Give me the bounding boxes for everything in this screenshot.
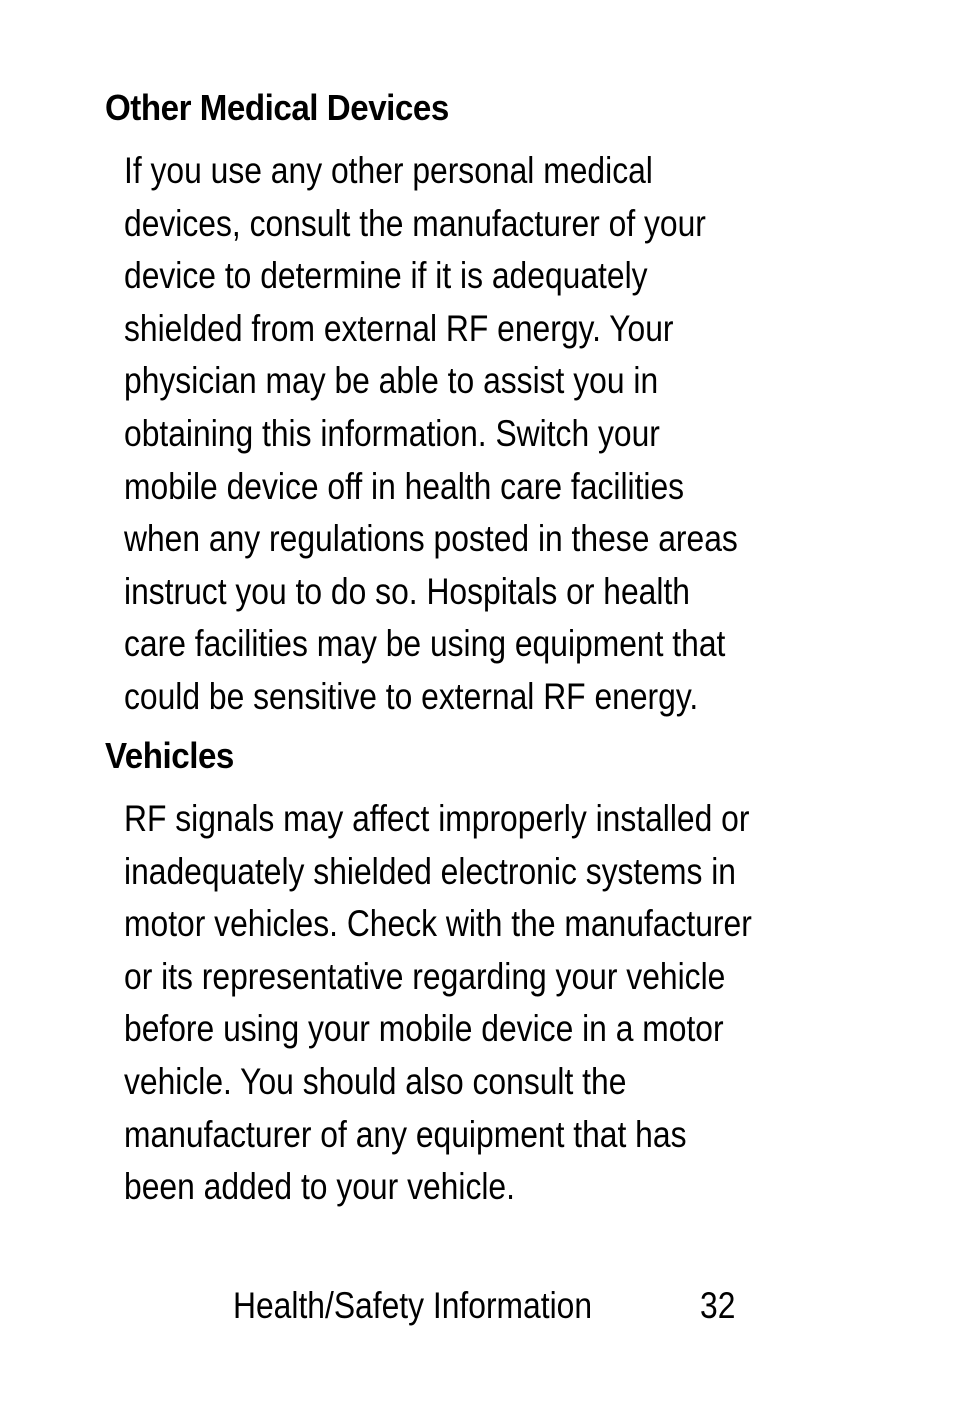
body-line: physician may be able to assist you in	[124, 360, 659, 402]
body-line: mobile device off in health care facilities	[124, 465, 685, 507]
body-line: vehicle. You should also consult the	[124, 1060, 627, 1102]
body-line: before using your mobile device in a motor	[124, 1008, 724, 1050]
body-line: inadequately shielded electronic systems in	[124, 850, 736, 892]
body-line: could be sensitive to external RF energy.	[124, 675, 699, 717]
body-line: manufacturer of any equipment that has	[124, 1113, 687, 1155]
body-line: device to determine if it is adequately	[124, 255, 648, 297]
page-number: 32	[700, 1285, 736, 1326]
body-line: RF signals may affect improperly installed or	[124, 798, 750, 839]
body-line: obtaining this information. Switch your	[124, 412, 660, 454]
body-line: or its representative regarding your vehicle	[124, 955, 726, 997]
page-footer	[0, 1282, 954, 1330]
body-line: been added to your vehicle.	[124, 1166, 515, 1208]
section-body	[124, 145, 838, 724]
section-heading: Other Medical Devices	[105, 87, 449, 128]
body-line: devices, consult the manufacturer of your	[124, 202, 706, 244]
body-line: If you use any other personal medical	[124, 150, 653, 191]
footer-title: Health/Safety Information	[233, 1285, 593, 1326]
body-line: shielded from external RF energy. Your	[124, 307, 674, 349]
section-body	[124, 793, 854, 1214]
section-heading: Vehicles	[105, 735, 234, 776]
body-line: when any regulations posted in these areas	[124, 518, 738, 560]
body-line: motor vehicles. Check with the manufacturer	[124, 903, 752, 945]
body-line: care facilities may be using equipment that	[124, 623, 726, 665]
body-line: instruct you to do so. Hospitals or health	[124, 570, 690, 612]
